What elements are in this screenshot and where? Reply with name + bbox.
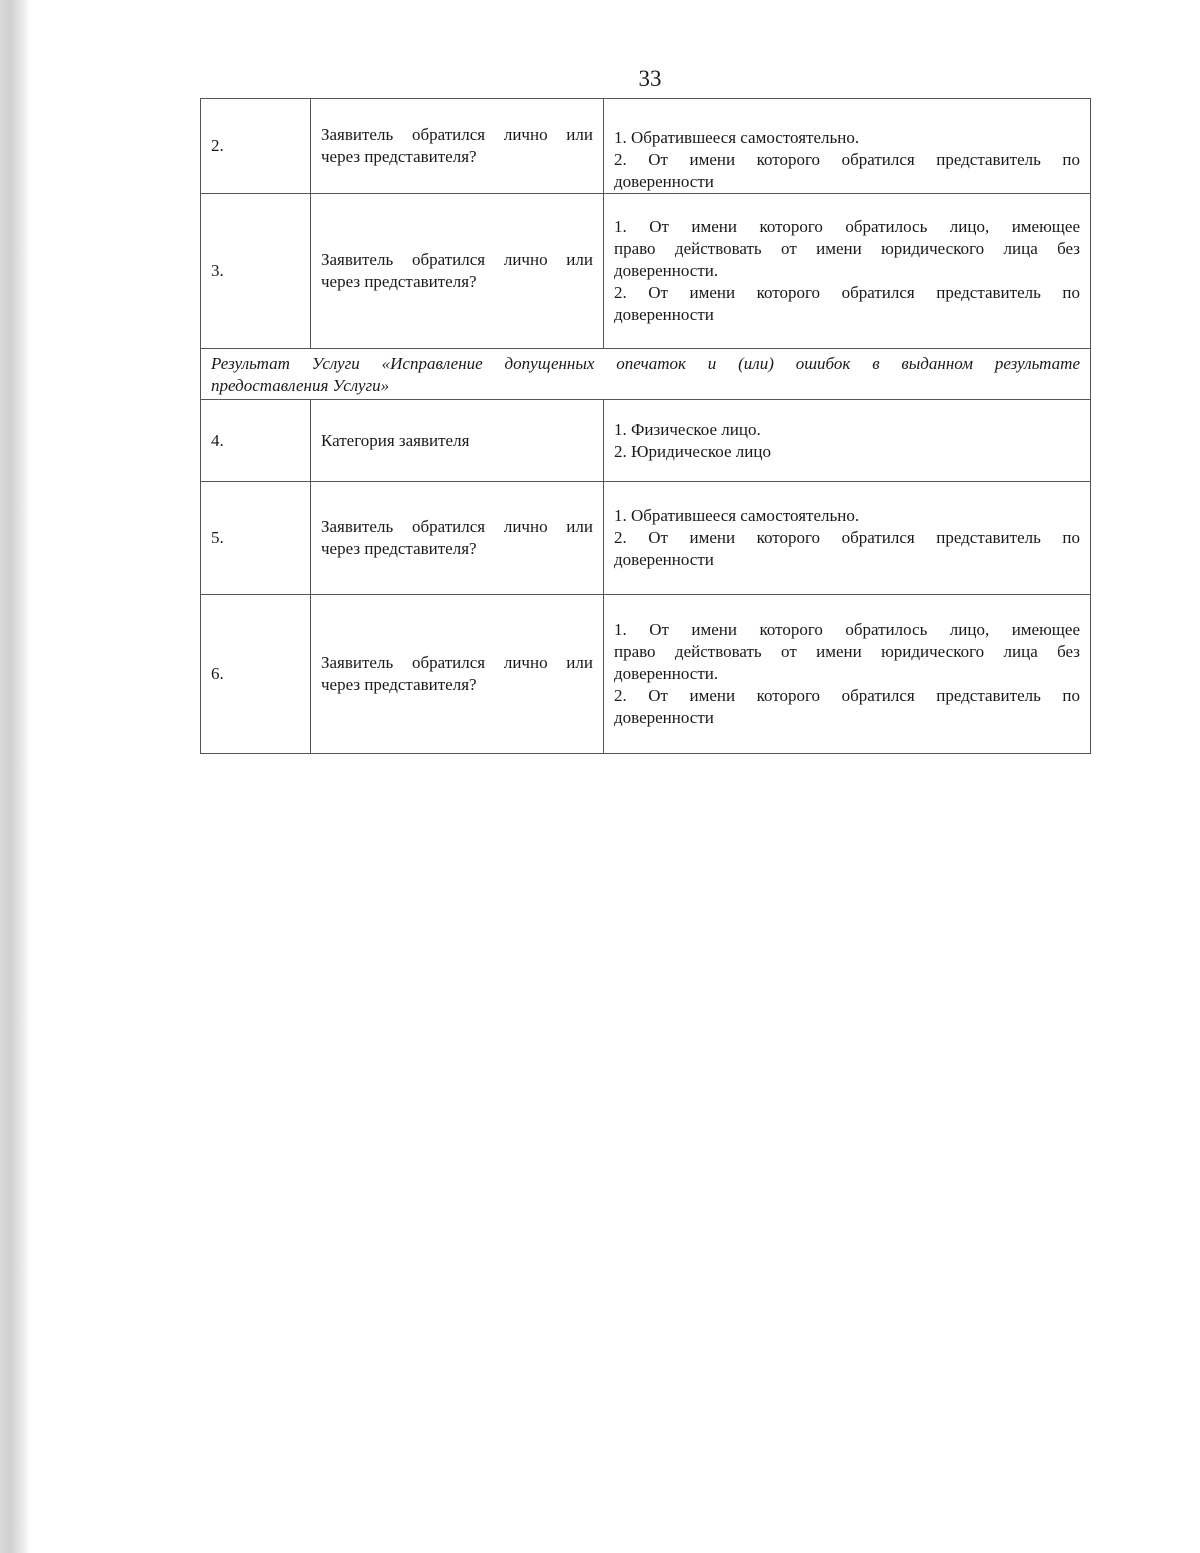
table-row <box>201 99 1091 194</box>
row-number: 6. <box>201 595 311 754</box>
criteria-table <box>200 98 1091 754</box>
table-row <box>201 400 1091 482</box>
row-question: Заявитель обратился лично или через представителя? <box>311 99 604 194</box>
row-question: Заявитель обратился лично или через представителя? <box>311 194 604 349</box>
row-number: 3. <box>201 194 311 349</box>
row-question: Заявитель обратился лично или через представителя? <box>311 482 604 595</box>
row-answer: 1. От имени которого обратилось лицо, имеющее право действовать от имени юридического лица без доверенности. 2. От имени которого обратился представитель по доверенности <box>604 194 1091 349</box>
row-answer: 1. Обратившееся самостоятельно. 2. От имени которого обратился представитель по доверенности <box>604 99 1091 194</box>
section-title: Результат Услуги «Исправление допущенных опечаток и (или) ошибок в выданном результате предоставления Услуги» <box>201 349 1091 400</box>
row-number: 4. <box>201 400 311 482</box>
row-question: Категория заявителя <box>311 400 604 482</box>
row-number: 2. <box>201 99 311 194</box>
row-answer: 1. От имени которого обратилось лицо, имеющее право действовать от имени юридического лица без доверенности. 2. От имени которого обратился представитель по доверенности <box>604 595 1091 754</box>
section-header-row <box>201 349 1091 400</box>
table-row <box>201 194 1091 349</box>
table-row <box>201 595 1091 754</box>
scan-edge <box>0 0 30 1553</box>
row-question: Заявитель обратился лично или через представителя? <box>311 595 604 754</box>
row-answer: 1. Обратившееся самостоятельно. 2. От имени которого обратился представитель по доверенности <box>604 482 1091 595</box>
table-row <box>201 482 1091 595</box>
row-number: 5. <box>201 482 311 595</box>
row-answer: 1. Физическое лицо. 2. Юридическое лицо <box>604 400 1091 482</box>
page-number: 33 <box>638 66 662 91</box>
